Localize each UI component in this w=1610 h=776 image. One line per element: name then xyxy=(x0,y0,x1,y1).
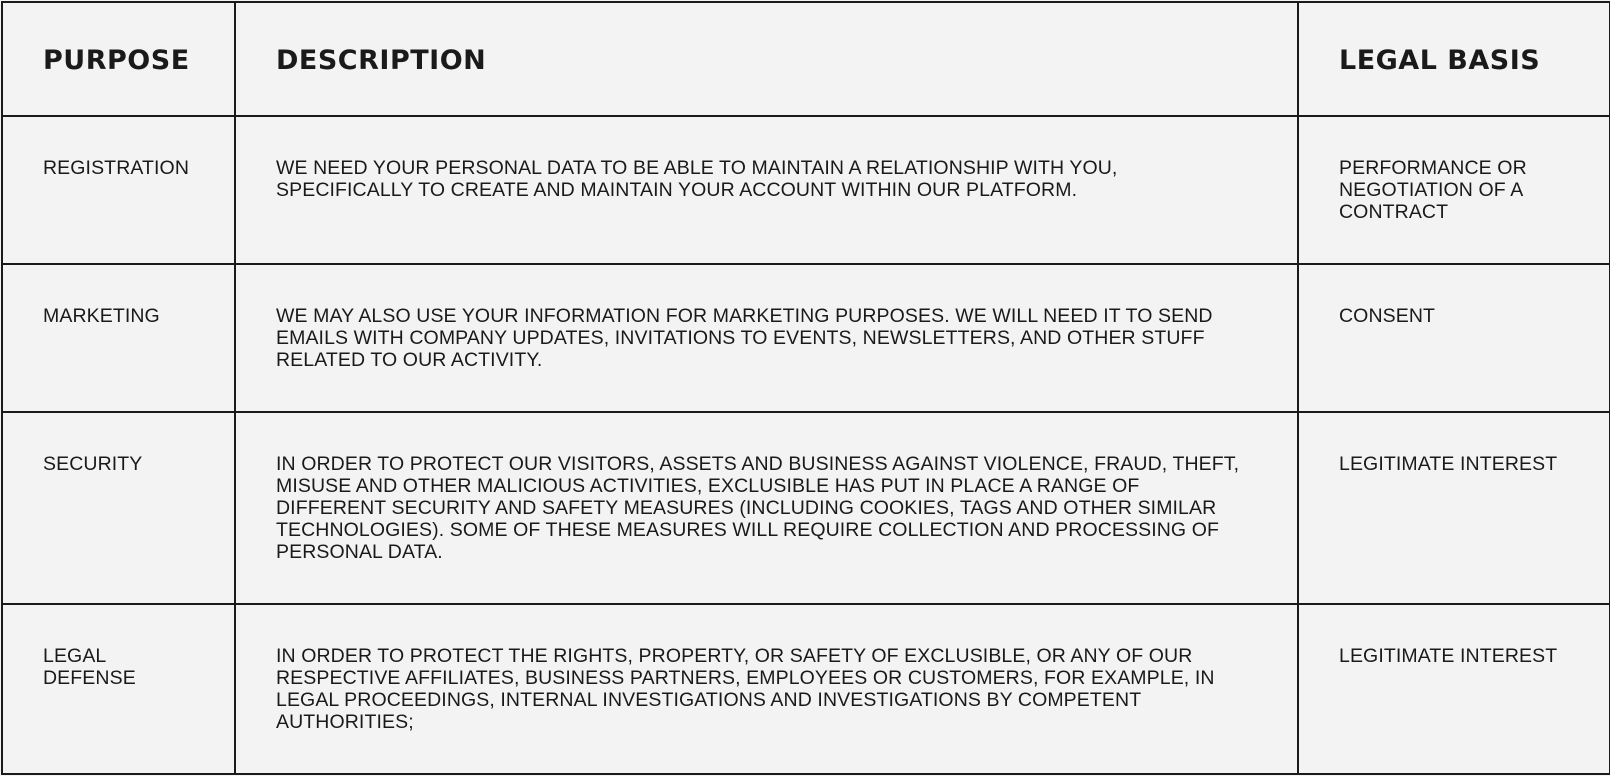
header-description: DESCRIPTION xyxy=(235,2,1298,116)
header-legal-basis: LEGAL BASIS xyxy=(1298,2,1610,116)
cell-purpose: SECURITY xyxy=(2,412,235,604)
table-header xyxy=(2,2,1610,116)
cell-legal-basis: CONSENT xyxy=(1298,264,1610,412)
table-row xyxy=(2,412,1610,604)
data-processing-table-wrapper xyxy=(1,1,1609,775)
cell-legal-basis: LEGITIMATE INTEREST xyxy=(1298,604,1610,774)
cell-purpose: LEGAL DEFENSE xyxy=(2,604,235,774)
cell-description: IN ORDER TO PROTECT OUR VISITORS, ASSETS AND BUSINESS AGAINST VIOLENCE, FRAUD, THEFT, MISUSE AND OTHER MALICIOUS ACTIVITIES, EXCLUSIBLE HAS PUT IN PLACE A RANGE OF DIFFERENT SECURITY AND SAFETY MEASURES (INCLUDING COOKIES, TAGS AND OTHER SIMILAR TECHNOLOGIES). SOME OF THESE MEASURES WILL REQUIRE COLLECTION AND PROCESSING OF PERSONAL DATA. xyxy=(235,412,1298,604)
cell-purpose: MARKETING xyxy=(2,264,235,412)
table-row xyxy=(2,116,1610,264)
cell-legal-basis: PERFORMANCE OR NEGOTIATION OF A CONTRACT xyxy=(1298,116,1610,264)
cell-description: WE MAY ALSO USE YOUR INFORMATION FOR MARKETING PURPOSES. WE WILL NEED IT TO SEND EMAILS WITH COMPANY UPDATES, INVITATIONS TO EVENTS, NEWSLETTERS, AND OTHER STUFF RELATED TO OUR ACTIVITY. xyxy=(235,264,1298,412)
data-processing-table xyxy=(1,1,1610,775)
cell-legal-basis: LEGITIMATE INTEREST xyxy=(1298,412,1610,604)
header-purpose: PURPOSE xyxy=(2,2,235,116)
table-header-row xyxy=(2,2,1610,116)
table-row xyxy=(2,264,1610,412)
cell-purpose: REGISTRATION xyxy=(2,116,235,264)
table-body xyxy=(2,116,1610,774)
cell-description: WE NEED YOUR PERSONAL DATA TO BE ABLE TO MAINTAIN A RELATIONSHIP WITH YOU, SPECIFICALLY TO CREATE AND MAINTAIN YOUR ACCOUNT WITHIN OUR PLATFORM. xyxy=(235,116,1298,264)
cell-description: IN ORDER TO PROTECT THE RIGHTS, PROPERTY, OR SAFETY OF EXCLUSIBLE, OR ANY OF OUR RESPECTIVE AFFILIATES, BUSINESS PARTNERS, EMPLOYEES OR CUSTOMERS, FOR EXAMPLE, IN LEGAL PROCEEDINGS, INTERNAL INVESTIGATIONS AND INVESTIGATIONS BY COMPETENT AUTHORITIES; xyxy=(235,604,1298,774)
table-row xyxy=(2,604,1610,774)
